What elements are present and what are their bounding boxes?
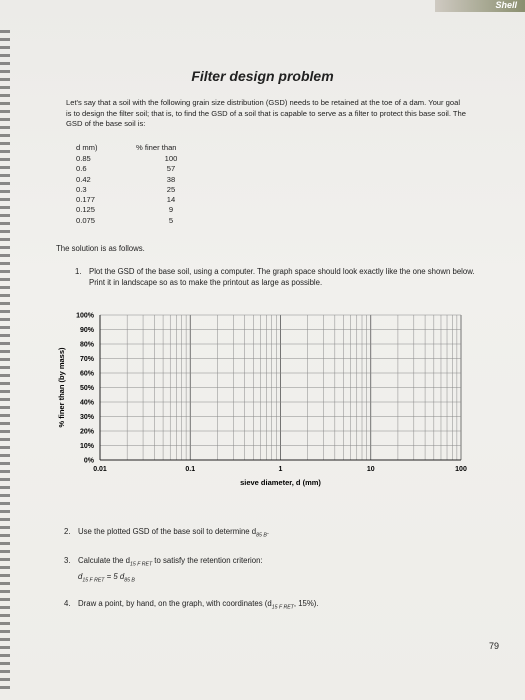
step-text: Use the plotted GSD of the base soil to determine d (78, 527, 257, 536)
y-tick-label: 30% (79, 414, 94, 421)
gsd-cell: 5 (168, 215, 174, 225)
step-text: Calculate the d (78, 556, 131, 565)
y-tick-label: 60% (79, 370, 94, 378)
step-text: Plot the GSD of the base soil, using a computer. The graph space should look exactly like the one shown below. Print it in landscape so as to make the printout as large as possible. (89, 267, 475, 287)
gsd-cell: 57 (166, 164, 176, 174)
step-text-end: , 15%). (293, 599, 319, 608)
step-2 (64, 526, 269, 542)
gsd-cell: 0.177 (76, 195, 96, 205)
gsd-cell: 9 (168, 205, 174, 215)
page-number: 79 (489, 641, 500, 651)
x-axis-label: sieve diameter, d (mm) (240, 478, 321, 487)
page-title: Filter design problem (191, 68, 334, 84)
gsd-chart (50, 305, 490, 505)
y-tick-label: 70% (79, 356, 94, 363)
x-tick-label: 0.1 (185, 466, 196, 473)
x-tick-label: 1 (278, 466, 283, 473)
step-3 (64, 555, 464, 586)
subscript: 15 F RET (130, 561, 153, 568)
gsd-cell: 38 (166, 174, 176, 184)
x-tick-label: 10 (366, 466, 375, 473)
gsd-cell: 0.42 (76, 174, 91, 184)
step-number: 1. (75, 267, 82, 276)
step-text-end: . (266, 527, 269, 536)
subscript: 85 B (256, 532, 267, 539)
gsd-header-d: d mm) (76, 143, 98, 152)
gsd-cell: 14 (166, 195, 176, 205)
x-tick-label: 100 (455, 466, 467, 473)
gsd-cell: 0.85 (76, 154, 91, 163)
y-tick-label: 100% (76, 312, 94, 320)
y-tick-label: 10% (79, 443, 94, 450)
subscript: 15 F RET (271, 604, 294, 611)
y-axis-label: % finer than (by mass) (57, 347, 66, 428)
step-1 (75, 266, 485, 288)
y-tick-label: 90% (79, 327, 94, 334)
gsd-cell: 100 (164, 154, 178, 163)
solution-intro: The solution is as follows. (56, 244, 145, 253)
gsd-cell: 0.075 (76, 215, 96, 225)
corner-label: Shell (435, 0, 525, 12)
y-tick-label: 20% (79, 428, 94, 436)
gsd-cell: 0.3 (76, 184, 87, 194)
gsd-header-finer: % finer than (136, 143, 177, 152)
gsd-cell: 0.125 (76, 205, 96, 215)
step-text-end: to satisfy the retention criterion: (152, 556, 263, 565)
step-number: 4. (64, 599, 71, 608)
gsd-cell: 25 (166, 184, 176, 194)
y-tick-label: 40% (79, 399, 94, 407)
step-number: 3. (64, 556, 71, 565)
x-tick-label: 0.01 (93, 466, 107, 473)
retention-formula: $d_{15 F RET} = 5$ $d_{85 B}$ (78, 571, 135, 584)
step-text: Draw a point, by hand, on the graph, with coordinates (d (78, 599, 272, 608)
gsd-col-d (76, 143, 136, 226)
y-tick-label: 0% (83, 457, 94, 465)
y-tick-label: 50% (79, 385, 94, 392)
intro-paragraph: Let's say that a soil with the following grain size distribution (GSD) needs to be retained at the toe of a dam. Your goal is to design the filter soil; that is, to find the GSD of a soil that is capable to serve as a filter to protect this base soil. The GSD of the base soil is: (66, 98, 466, 128)
step-4 (64, 598, 319, 614)
gsd-col-finer (136, 143, 206, 226)
spiral-binding (0, 30, 10, 690)
gsd-cell: 0.6 (76, 164, 87, 174)
step-number: 2. (64, 527, 71, 536)
y-tick-label: 80% (79, 341, 94, 349)
